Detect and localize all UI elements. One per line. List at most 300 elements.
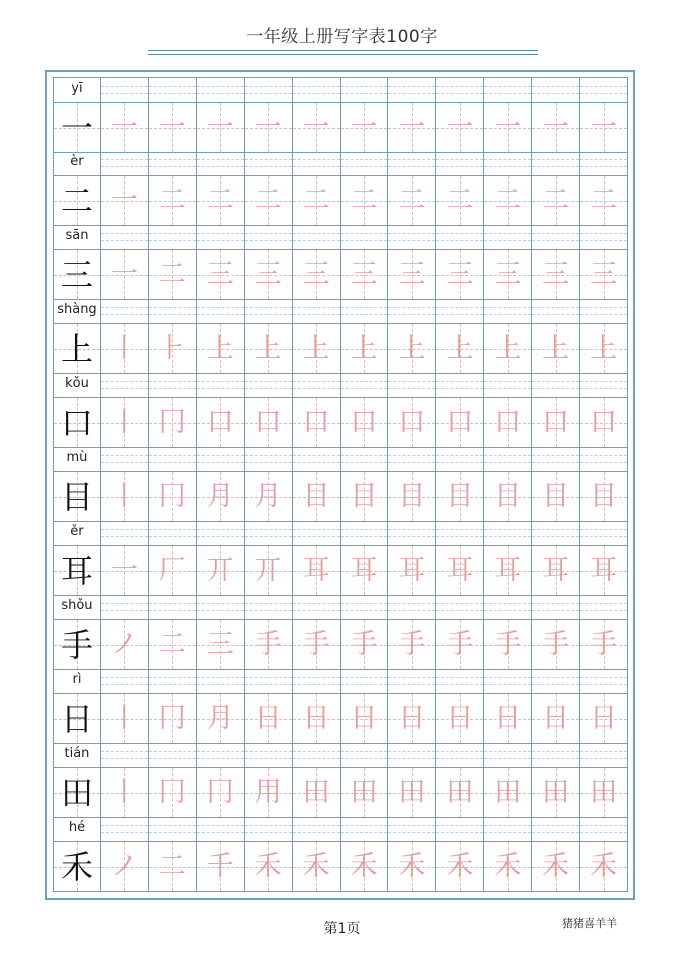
tracing-character: 手 xyxy=(446,629,474,660)
pinyin-cell xyxy=(484,225,532,249)
tracing-character: 口 xyxy=(254,407,282,438)
trace-char-cell xyxy=(149,324,197,373)
tracing-character: 日 xyxy=(542,703,570,734)
pinyin-cell xyxy=(197,743,245,767)
tracing-character: 耳 xyxy=(542,555,570,586)
pinyin-cell xyxy=(580,669,628,693)
trace-char-cell xyxy=(388,176,436,225)
pinyin-cell xyxy=(532,669,580,693)
pinyin-label: sān xyxy=(54,227,100,245)
tracing-character: 目 xyxy=(446,481,474,512)
pinyin-cell xyxy=(101,447,149,471)
trace-char-cell xyxy=(580,176,628,225)
pinyin-cell xyxy=(101,817,149,841)
trace-char-cell xyxy=(197,472,245,521)
pinyin-cell xyxy=(388,743,436,767)
tracing-character: 一 xyxy=(110,112,138,143)
pinyin-label: rì xyxy=(54,671,100,689)
trace-char-cell xyxy=(341,472,389,521)
pinyin-cell xyxy=(436,595,484,619)
pinyin-row xyxy=(53,77,628,103)
pinyin-cell xyxy=(101,78,149,102)
pinyin-cell xyxy=(101,743,149,767)
pinyin-cell xyxy=(245,225,293,249)
pinyin-cell xyxy=(293,521,341,545)
tracing-character: 丌 xyxy=(206,555,234,586)
pinyin-cell xyxy=(341,817,389,841)
tracing-character: 口 xyxy=(350,407,378,438)
trace-char-cell xyxy=(149,620,197,669)
trace-char-cell xyxy=(197,620,245,669)
tracing-character: 日 xyxy=(494,703,522,734)
char-row xyxy=(53,694,628,744)
tracing-character: 上 xyxy=(446,333,474,364)
pinyin-cell xyxy=(293,447,341,471)
model-character: 禾 xyxy=(60,847,93,886)
trace-char-cell xyxy=(197,694,245,743)
character-row xyxy=(53,299,628,373)
trace-char-cell xyxy=(197,176,245,225)
pinyin-cell xyxy=(197,447,245,471)
tracing-character: 目 xyxy=(494,481,522,512)
tracing-character: 上 xyxy=(254,333,282,364)
model-character: 一 xyxy=(60,108,93,147)
tracing-character: 田 xyxy=(398,777,426,808)
tracing-character: 一 xyxy=(398,112,426,143)
tracing-character: 禾 xyxy=(446,851,474,882)
pinyin-cell xyxy=(149,743,197,767)
trace-char-cell xyxy=(436,694,484,743)
pinyin-cell xyxy=(53,299,101,323)
pinyin-cell xyxy=(388,817,436,841)
trace-char-cell xyxy=(484,472,532,521)
trace-char-cell xyxy=(580,398,628,447)
trace-char-cell xyxy=(484,620,532,669)
tracing-character: 禾 xyxy=(254,851,282,882)
pinyin-row xyxy=(53,447,628,472)
trace-char-cell xyxy=(293,103,341,152)
trace-char-cell xyxy=(580,546,628,595)
trace-char-cell xyxy=(484,103,532,152)
pinyin-cell xyxy=(101,521,149,545)
tracing-character: 耳 xyxy=(590,555,618,586)
pinyin-label: shǒu xyxy=(54,597,100,615)
model-char-cell xyxy=(53,620,101,669)
pinyin-cell xyxy=(53,151,101,175)
tracing-character: 冂 xyxy=(206,777,234,808)
char-row xyxy=(53,546,628,596)
tracing-character: 月 xyxy=(254,481,282,512)
trace-char-cell xyxy=(532,546,580,595)
trace-char-cell xyxy=(532,472,580,521)
tracing-character: 一 xyxy=(590,112,618,143)
tracing-character: 禾 xyxy=(398,851,426,882)
trace-char-cell xyxy=(341,176,389,225)
trace-char-cell xyxy=(341,103,389,152)
tracing-character: ノ xyxy=(110,851,138,882)
pinyin-row xyxy=(53,373,628,398)
tracing-character: 三 xyxy=(398,259,426,290)
character-row xyxy=(53,151,628,225)
trace-char-cell xyxy=(293,694,341,743)
pinyin-label: hé xyxy=(54,819,100,837)
pinyin-cell xyxy=(388,447,436,471)
pinyin-cell xyxy=(101,151,149,175)
pinyin-cell xyxy=(436,669,484,693)
pinyin-cell xyxy=(436,521,484,545)
pinyin-cell xyxy=(532,817,580,841)
trace-char-cell xyxy=(436,250,484,299)
pinyin-cell xyxy=(245,521,293,545)
trace-char-cell xyxy=(197,546,245,595)
pinyin-cell xyxy=(53,447,101,471)
pinyin-cell xyxy=(293,669,341,693)
tracing-character: 日 xyxy=(302,703,330,734)
pinyin-cell xyxy=(388,595,436,619)
trace-char-cell xyxy=(245,176,293,225)
pinyin-cell xyxy=(149,595,197,619)
char-row xyxy=(53,250,628,300)
tracing-character: 口 xyxy=(590,407,618,438)
title-underline xyxy=(148,50,538,51)
pinyin-cell xyxy=(341,373,389,397)
tracing-character: 丨 xyxy=(110,703,138,734)
pinyin-cell xyxy=(341,225,389,249)
model-char-cell xyxy=(53,842,101,891)
model-character: 日 xyxy=(60,699,93,738)
trace-char-cell xyxy=(532,694,580,743)
pinyin-cell xyxy=(53,817,101,841)
pinyin-cell xyxy=(484,743,532,767)
char-row xyxy=(53,472,628,522)
trace-char-cell xyxy=(580,694,628,743)
tracing-character: 口 xyxy=(302,407,330,438)
pinyin-cell xyxy=(197,151,245,175)
tracing-character: 口 xyxy=(206,407,234,438)
pinyin-cell xyxy=(197,225,245,249)
tracing-character: 一 xyxy=(446,112,474,143)
model-character: 口 xyxy=(60,403,93,442)
trace-char-cell xyxy=(101,324,149,373)
pinyin-cell xyxy=(245,817,293,841)
tracing-character: 日 xyxy=(254,703,282,734)
pinyin-cell xyxy=(53,521,101,545)
pinyin-cell xyxy=(245,151,293,175)
tracing-character: 二 xyxy=(590,185,618,216)
pinyin-cell xyxy=(101,595,149,619)
pinyin-cell xyxy=(197,299,245,323)
pinyin-cell xyxy=(149,669,197,693)
trace-char-cell xyxy=(532,176,580,225)
tracing-character: 田 xyxy=(542,777,570,808)
trace-char-cell xyxy=(532,250,580,299)
tracing-character: 二 xyxy=(494,185,522,216)
trace-char-cell xyxy=(580,620,628,669)
char-row xyxy=(53,176,628,226)
trace-char-cell xyxy=(341,768,389,817)
tracing-character: 手 xyxy=(542,629,570,660)
tracing-character: ⺊ xyxy=(158,333,186,364)
tracing-character: 千 xyxy=(206,851,234,882)
character-grid xyxy=(53,77,628,891)
pinyin-cell xyxy=(580,151,628,175)
tracing-character: 禾 xyxy=(590,851,618,882)
trace-char-cell xyxy=(580,768,628,817)
tracing-character: 禾 xyxy=(542,851,570,882)
trace-char-cell xyxy=(580,842,628,891)
character-row xyxy=(53,521,628,595)
pinyin-cell xyxy=(197,595,245,619)
trace-char-cell xyxy=(101,398,149,447)
tracing-character: 目 xyxy=(350,481,378,512)
char-row xyxy=(53,620,628,670)
pinyin-cell xyxy=(149,447,197,471)
tracing-character: 手 xyxy=(254,629,282,660)
trace-char-cell xyxy=(149,398,197,447)
trace-char-cell xyxy=(436,620,484,669)
model-char-cell xyxy=(53,176,101,225)
trace-char-cell xyxy=(436,842,484,891)
trace-char-cell xyxy=(388,842,436,891)
pinyin-cell xyxy=(341,595,389,619)
pinyin-cell xyxy=(149,373,197,397)
tracing-character: 耳 xyxy=(302,555,330,586)
pinyin-cell xyxy=(245,447,293,471)
tracing-character: 田 xyxy=(590,777,618,808)
pinyin-cell xyxy=(245,595,293,619)
trace-char-cell xyxy=(436,398,484,447)
trace-char-cell xyxy=(388,398,436,447)
pinyin-cell xyxy=(388,299,436,323)
trace-char-cell xyxy=(388,620,436,669)
trace-char-cell xyxy=(245,694,293,743)
pinyin-cell xyxy=(580,817,628,841)
tracing-character: 一 xyxy=(302,112,330,143)
trace-char-cell xyxy=(149,546,197,595)
trace-char-cell xyxy=(341,398,389,447)
model-char-cell xyxy=(53,250,101,299)
trace-char-cell xyxy=(580,324,628,373)
pinyin-row xyxy=(53,225,628,250)
model-char-cell xyxy=(53,398,101,447)
pinyin-row xyxy=(53,521,628,546)
tracing-character: 一 xyxy=(110,259,138,290)
tracing-character: 一 xyxy=(350,112,378,143)
pinyin-cell xyxy=(436,373,484,397)
pinyin-cell xyxy=(149,151,197,175)
tracing-character: ノ xyxy=(110,629,138,660)
tracing-character: 一 xyxy=(494,112,522,143)
trace-char-cell xyxy=(197,398,245,447)
trace-char-cell xyxy=(197,768,245,817)
pinyin-cell xyxy=(293,299,341,323)
tracing-character: 手 xyxy=(590,629,618,660)
trace-char-cell xyxy=(341,620,389,669)
pinyin-cell xyxy=(532,225,580,249)
trace-char-cell xyxy=(532,398,580,447)
pinyin-row xyxy=(53,299,628,324)
tracing-character: 三 xyxy=(350,259,378,290)
pinyin-cell xyxy=(388,521,436,545)
tracing-character: 丨 xyxy=(110,481,138,512)
pinyin-cell xyxy=(484,595,532,619)
tracing-character: 禾 xyxy=(350,851,378,882)
model-char-cell xyxy=(53,694,101,743)
tracing-character: 厂 xyxy=(158,555,186,586)
pinyin-cell xyxy=(532,743,580,767)
trace-char-cell xyxy=(245,620,293,669)
trace-char-cell xyxy=(293,768,341,817)
trace-char-cell xyxy=(341,250,389,299)
trace-char-cell xyxy=(293,324,341,373)
model-char-cell xyxy=(53,546,101,595)
model-char-cell xyxy=(53,768,101,817)
pinyin-cell xyxy=(484,521,532,545)
tracing-character: 目 xyxy=(398,481,426,512)
tracing-character: 手 xyxy=(398,629,426,660)
pinyin-cell xyxy=(388,669,436,693)
trace-char-cell xyxy=(532,842,580,891)
trace-char-cell xyxy=(293,546,341,595)
trace-char-cell xyxy=(484,250,532,299)
tracing-character: 丨 xyxy=(110,333,138,364)
pinyin-label: tián xyxy=(54,745,100,763)
trace-char-cell xyxy=(484,842,532,891)
trace-char-cell xyxy=(149,250,197,299)
pinyin-cell xyxy=(388,225,436,249)
tracing-character: 二 xyxy=(158,259,186,290)
trace-char-cell xyxy=(388,768,436,817)
title-underline xyxy=(148,54,538,55)
pinyin-cell xyxy=(532,595,580,619)
trace-char-cell xyxy=(101,546,149,595)
pinyin-cell xyxy=(484,151,532,175)
model-char-cell xyxy=(53,103,101,152)
pinyin-cell xyxy=(293,78,341,102)
pinyin-cell xyxy=(341,521,389,545)
trace-char-cell xyxy=(245,546,293,595)
trace-char-cell xyxy=(341,324,389,373)
trace-char-cell xyxy=(341,842,389,891)
pinyin-cell xyxy=(532,151,580,175)
pinyin-cell xyxy=(436,447,484,471)
model-character: 二 xyxy=(60,181,93,220)
pinyin-cell xyxy=(341,743,389,767)
pinyin-cell xyxy=(197,373,245,397)
tracing-character: 一 xyxy=(110,185,138,216)
trace-char-cell xyxy=(436,472,484,521)
pinyin-cell xyxy=(245,743,293,767)
pinyin-row xyxy=(53,669,628,694)
trace-char-cell xyxy=(197,842,245,891)
trace-char-cell xyxy=(388,324,436,373)
trace-char-cell xyxy=(341,694,389,743)
tracing-character: 二 xyxy=(302,185,330,216)
pinyin-cell xyxy=(101,373,149,397)
model-character: 三 xyxy=(60,255,93,294)
pinyin-cell xyxy=(580,78,628,102)
tracing-character: 二 xyxy=(158,185,186,216)
tracing-character: 冂 xyxy=(158,777,186,808)
trace-char-cell xyxy=(149,842,197,891)
trace-char-cell xyxy=(101,472,149,521)
tracing-character: 三 xyxy=(206,629,234,660)
pinyin-cell xyxy=(197,817,245,841)
char-row xyxy=(53,842,628,892)
character-row xyxy=(53,225,628,299)
pinyin-cell xyxy=(436,151,484,175)
pinyin-cell xyxy=(293,817,341,841)
trace-char-cell xyxy=(580,103,628,152)
trace-char-cell xyxy=(101,103,149,152)
tracing-character: 二 xyxy=(446,185,474,216)
trace-char-cell xyxy=(101,694,149,743)
tracing-character: 一 xyxy=(542,112,570,143)
tracing-character: 上 xyxy=(542,333,570,364)
character-row xyxy=(53,373,628,447)
trace-char-cell xyxy=(532,103,580,152)
tracing-character: 田 xyxy=(494,777,522,808)
pinyin-cell xyxy=(580,373,628,397)
trace-char-cell xyxy=(245,250,293,299)
trace-char-cell xyxy=(245,472,293,521)
trace-char-cell xyxy=(436,324,484,373)
char-row xyxy=(53,398,628,448)
tracing-character: 口 xyxy=(398,407,426,438)
pinyin-cell xyxy=(484,447,532,471)
pinyin-cell xyxy=(101,299,149,323)
pinyin-cell xyxy=(580,521,628,545)
tracing-character: 目 xyxy=(542,481,570,512)
tracing-character: 上 xyxy=(350,333,378,364)
pinyin-cell xyxy=(532,373,580,397)
trace-char-cell xyxy=(101,768,149,817)
pinyin-cell xyxy=(580,299,628,323)
pinyin-cell xyxy=(293,225,341,249)
trace-char-cell xyxy=(149,472,197,521)
tracing-character: 二 xyxy=(350,185,378,216)
tracing-character: 丌 xyxy=(254,555,282,586)
pinyin-label: kǒu xyxy=(54,375,100,393)
tracing-character: 禾 xyxy=(494,851,522,882)
char-row xyxy=(53,768,628,818)
trace-char-cell xyxy=(101,842,149,891)
trace-char-cell xyxy=(101,620,149,669)
pinyin-cell xyxy=(293,595,341,619)
tracing-character: 目 xyxy=(302,481,330,512)
tracing-character: 田 xyxy=(350,777,378,808)
pinyin-row xyxy=(53,151,628,176)
trace-char-cell xyxy=(484,694,532,743)
pinyin-cell xyxy=(484,669,532,693)
pinyin-cell xyxy=(436,78,484,102)
pinyin-cell xyxy=(436,817,484,841)
pinyin-cell xyxy=(580,447,628,471)
tracing-character: 耳 xyxy=(350,555,378,586)
tracing-character: 一 xyxy=(254,112,282,143)
pinyin-cell xyxy=(484,78,532,102)
pinyin-cell xyxy=(149,817,197,841)
pinyin-cell xyxy=(245,299,293,323)
tracing-character: 用 xyxy=(254,777,282,808)
character-row xyxy=(53,77,628,151)
pinyin-cell xyxy=(580,743,628,767)
tracing-character: 日 xyxy=(398,703,426,734)
pinyin-cell xyxy=(532,521,580,545)
tracing-character: 耳 xyxy=(494,555,522,586)
tracing-character: 三 xyxy=(446,259,474,290)
tracing-character: 二 xyxy=(158,851,186,882)
